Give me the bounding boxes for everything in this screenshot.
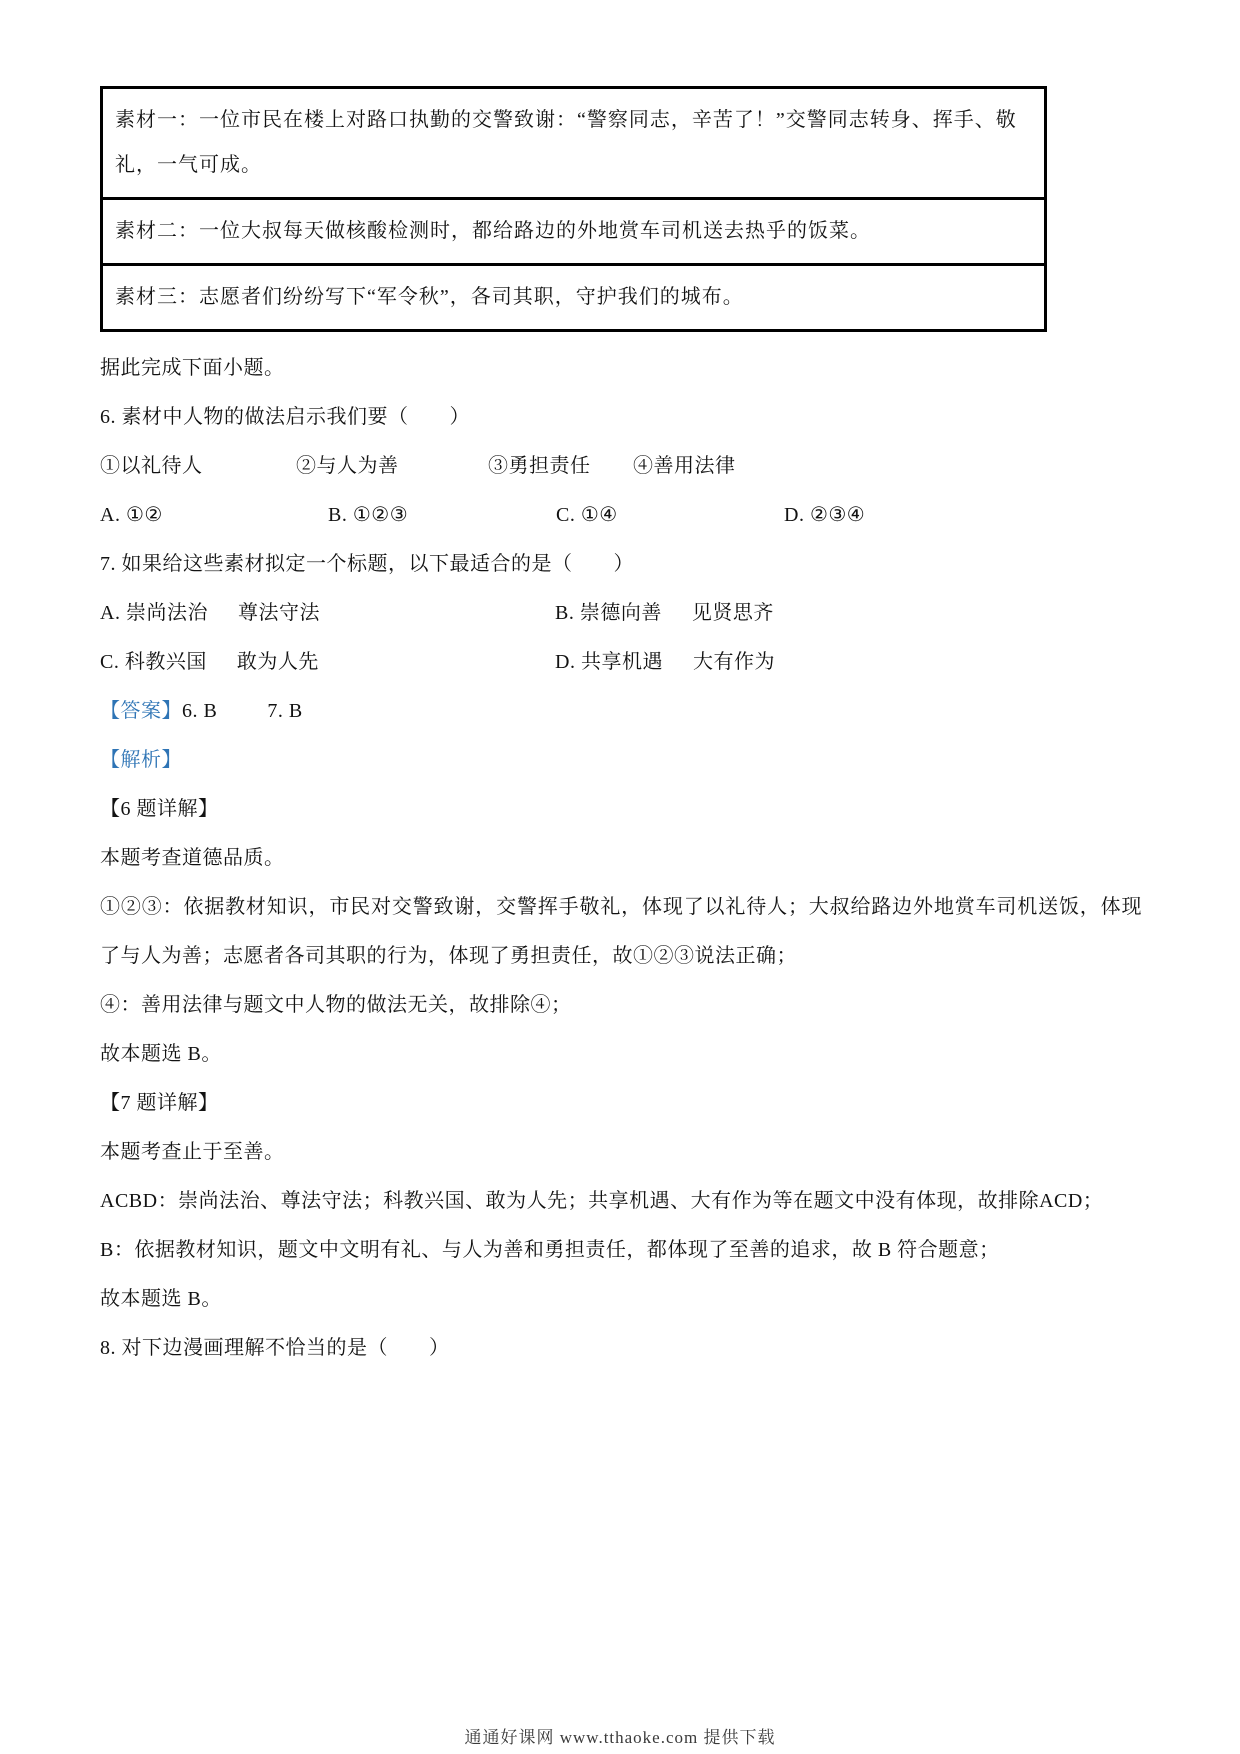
q7-option-c-phrase-2: 敢为人先 [236, 651, 319, 673]
question-8-stem: 8. 对下边漫画理解不恰当的是（ ） [100, 1337, 450, 1359]
q7-option-a [100, 589, 555, 638]
q6-option-b: B. ①②③ [328, 504, 409, 526]
q6-item-2: ②与人为善 [296, 455, 399, 477]
q7-option-a-phrase-2: 尊法守法 [237, 602, 320, 624]
material-3-cell: 素材三：志愿者们纷纷写下“军令秋”，各司其职，守护我们的城布。 [102, 265, 1046, 331]
detail-7-explanation-b: B：依据教材知识，题文中文明有礼、与人为善和勇担责任，都体现了至善的追求，故 B 符合题意； [100, 1239, 1000, 1261]
q6-item-1: ①以礼待人 [100, 455, 203, 477]
q7-option-d-phrase-2: 大有作为 [692, 651, 775, 673]
question-6-stem: 6. 素材中人物的做法启示我们要（ ） [100, 406, 470, 428]
q7-option-b-phrase-1: 崇德向善 [579, 602, 662, 624]
answer-q6: 6. B [182, 700, 218, 722]
detail-6-conclusion: 故本题选 B。 [100, 1043, 222, 1065]
detail-7-heading: 【7 题详解】 [100, 1092, 219, 1114]
answer-line [100, 687, 1142, 736]
q7-option-a-phrase-1: 崇尚法治 [125, 602, 208, 624]
intro-text: 据此完成下面小题。 [100, 357, 285, 379]
detail-7-explanation-acbd: ACBD：崇尚法治、尊法守法；科教兴国、敢为人先；共享机遇、大有作为等在题文中没有体现，故排除ACD； [100, 1190, 1104, 1212]
q7-option-b [555, 589, 1010, 638]
q6-option-c: C. ①④ [556, 504, 618, 526]
q7-option-d-label: D. [555, 651, 576, 673]
materials-table [100, 86, 1047, 332]
q7-option-a-label: A. [100, 602, 121, 624]
detail-6-topic: 本题考查道德品质。 [100, 847, 285, 869]
document-body [100, 344, 1142, 1373]
q7-option-b-label: B. [555, 602, 575, 624]
q6-option-a: A. ①② [100, 504, 163, 526]
question-7-options-row-1 [100, 589, 1142, 638]
detail-6-explanation-4: ④：善用法律与题文中人物的做法无关，故排除④； [100, 994, 572, 1016]
q7-option-b-phrase-2: 见贤思齐 [691, 602, 774, 624]
q6-item-4: ④善用法律 [633, 455, 736, 477]
table-row [102, 265, 1046, 331]
q7-option-d [555, 638, 1010, 687]
q7-option-c-phrase-1: 科教兴国 [124, 651, 207, 673]
question-6-options [100, 491, 1142, 540]
q7-option-c [100, 638, 555, 687]
question-6-numbered-items [100, 442, 1142, 491]
table-row [102, 88, 1046, 199]
detail-6-explanation-123: ①②③：依据教材知识，市民对交警致谢，交警挥手敬礼，体现了以礼待人；大叔给路边外地赏车司机送饭，体现了与人为善；志愿者各司其职的行为，体现了勇担责任，故①②③说法正确； [100, 896, 1142, 967]
answer-q7: 7. B [267, 700, 303, 722]
material-2-cell: 素材二：一位大叔每天做核酸检测时，都给路边的外地赏车司机送去热乎的饭菜。 [102, 199, 1046, 265]
q7-option-c-label: C. [100, 651, 120, 673]
table-row [102, 199, 1046, 265]
material-1-cell: 素材一：一位市民在楼上对路口执勤的交警致谢：“警察同志，辛苦了！”交警同志转身、挥手、敬礼，一气可成。 [102, 88, 1046, 199]
question-7-options-row-2 [100, 638, 1142, 687]
detail-7-topic: 本题考查止于至善。 [100, 1141, 285, 1163]
q6-option-d: D. ②③④ [784, 504, 866, 526]
q7-option-d-phrase-1: 共享机遇 [580, 651, 663, 673]
detail-6-heading: 【6 题详解】 [100, 798, 219, 820]
page-footer: 通通好课网 www.tthaoke.com 提供下载 [464, 1728, 776, 1747]
question-7-stem: 7. 如果给这些素材拟定一个标题，以下最适合的是（ ） [100, 553, 634, 575]
analysis-label: 【解析】 [100, 749, 182, 771]
q6-item-3: ③勇担责任 [488, 455, 591, 477]
detail-7-conclusion: 故本题选 B。 [100, 1288, 222, 1310]
answer-label: 【答案】 [100, 700, 182, 722]
